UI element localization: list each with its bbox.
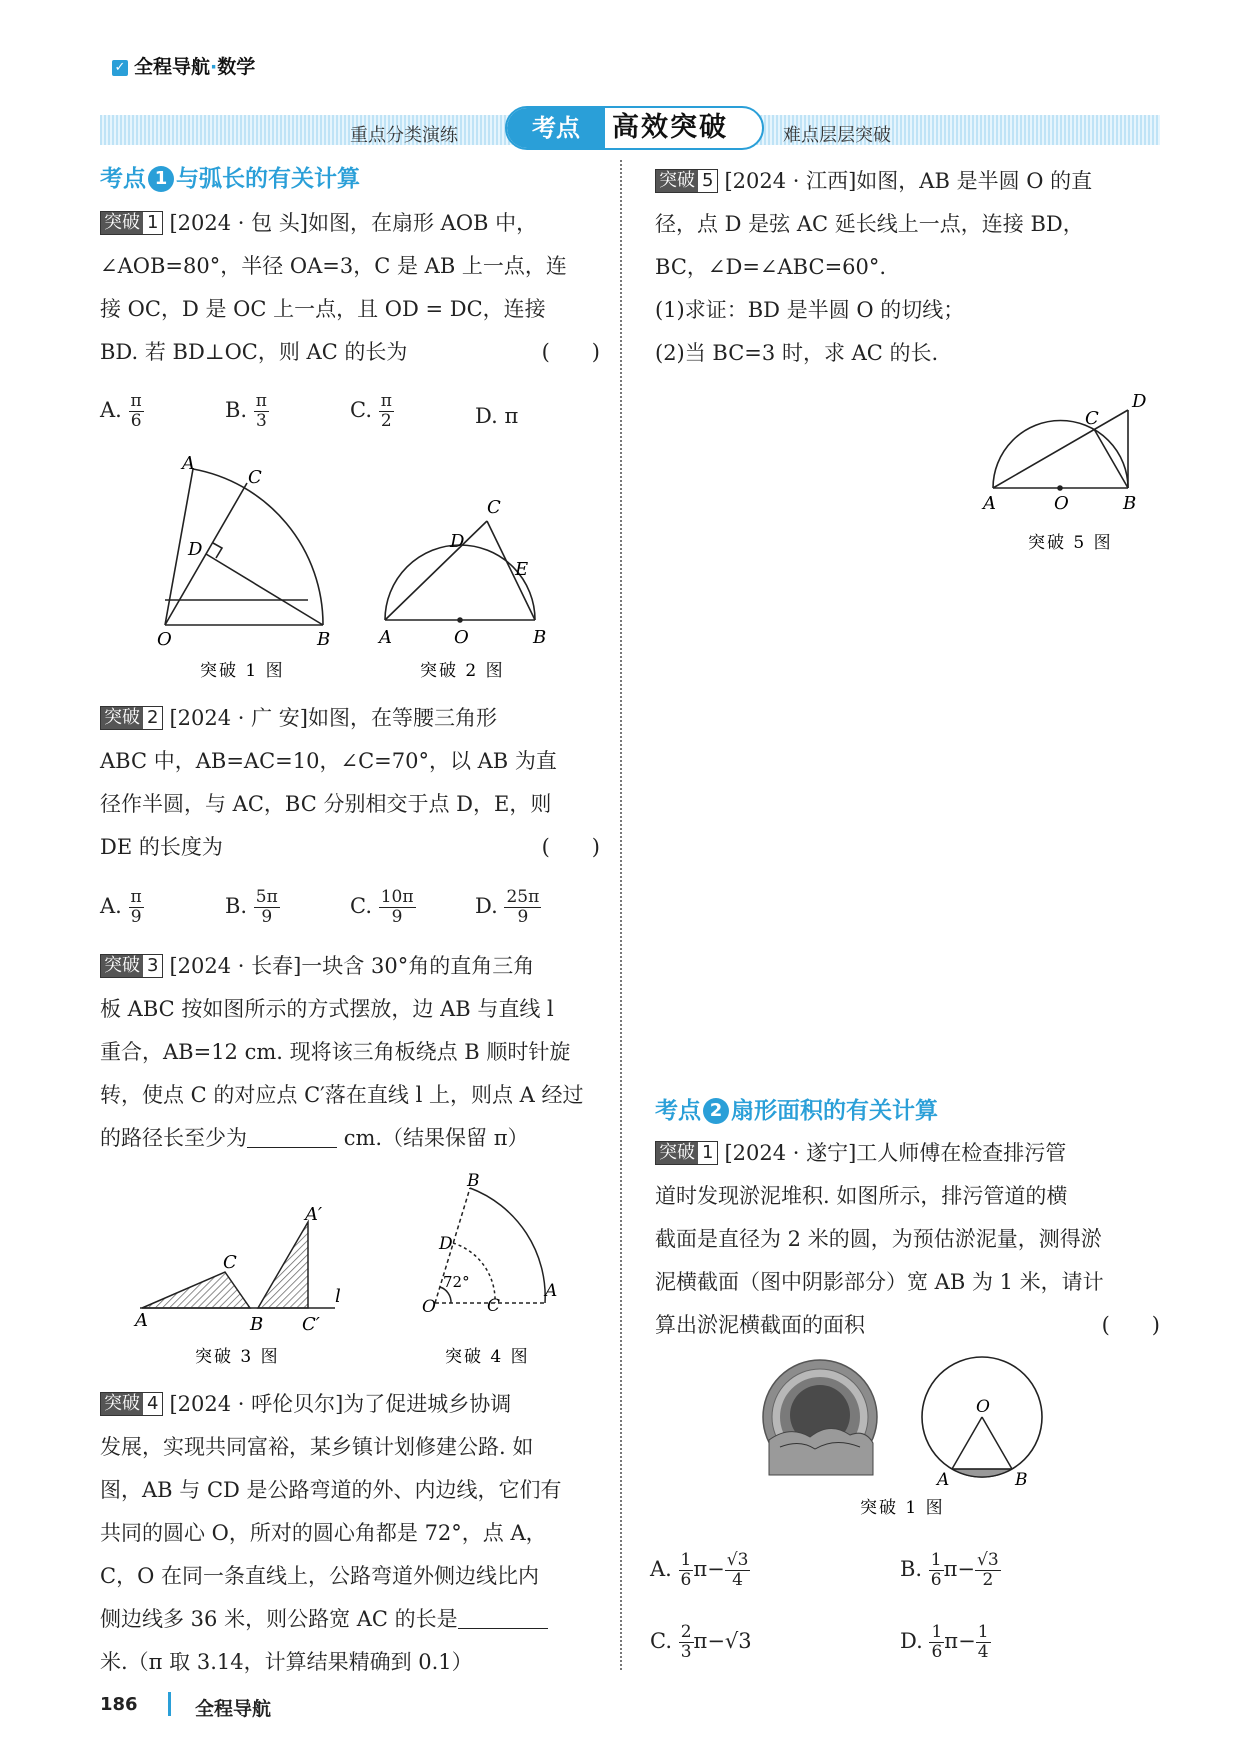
fig1-caption: 突破 1 图 (200, 661, 285, 681)
fig5-bc (1094, 429, 1128, 488)
section-1-prefix: 考点 (100, 166, 146, 192)
banner-right-text: 难点层层突破 (783, 125, 891, 146)
q4-line-7: 米.（π 取 3.14，计算结果精确到 0.1） (100, 1650, 473, 1674)
q5-line-2: 径，点 D 是弦 AC 延长线上一点，连接 BD， (655, 212, 1084, 236)
banner-pill-title: 高效突破 (612, 112, 728, 143)
q1-option-c[interactable]: C. $\frac{\pi}{2}$ (350, 391, 392, 431)
fig3-label-c-prime: C′ (302, 1314, 320, 1335)
column-divider (620, 160, 622, 1670)
page-number: 186 (100, 1694, 138, 1715)
fig1-label-o: O (157, 629, 172, 650)
header-dot: · (210, 56, 218, 78)
question-s2-1 (655, 1132, 1160, 1347)
s2q1-option-c[interactable]: C. $\frac{2}{3}$ π−√3 (650, 1622, 752, 1662)
circle-diagram (922, 1357, 1042, 1477)
q3-answer-blank[interactable] (247, 1127, 337, 1148)
q2-answer-paren: ( ) (541, 835, 600, 859)
q2-line-4: DE 的长度为 ( ) (100, 826, 600, 869)
subject-name: 数学 (217, 56, 256, 78)
s2q1-line-3: 截面是直径为 2 米的圆，为预估淤泥量，测得淤 (655, 1227, 1102, 1251)
question-3 (100, 945, 600, 1160)
fig3-triangle-rotated (258, 1222, 308, 1308)
fig5-label-d: D (1132, 391, 1147, 412)
q2-option-a[interactable]: A. $\frac{\pi}{9}$ (100, 887, 142, 927)
fig2-caption: 突破 2 图 (420, 661, 505, 681)
fig5-label-c: C (1085, 408, 1099, 429)
footer-series-name: 全程导航 (195, 1698, 272, 1720)
fig3-label-l: l (335, 1286, 341, 1307)
fig4-label-b: B (467, 1171, 480, 1191)
section-2-title: 扇形面积的有关计算 (731, 1098, 938, 1124)
q4-line-2: 发展，实现共同富裕，某乡镇计划修建公路. 如 (100, 1435, 534, 1459)
q3-badge: 突破 3 (100, 954, 163, 978)
fig5-label-b: B (1123, 493, 1137, 514)
q4-line-3: 图，AB 与 CD 是公路弯道的外、内边线，它们有 (100, 1478, 562, 1502)
q1-line-2: ∠AOB=80°，半径 OA=3，C 是 AB 上一点，连 (100, 254, 567, 278)
series-name: 全程导航 (134, 56, 211, 78)
section-1-number: 1 (148, 166, 174, 192)
q1-line-1: 突破 1 [2024 · 包 头]如图，在扇形 AOB 中， (100, 202, 600, 245)
fig4-label-o: O (422, 1297, 436, 1317)
section-2-prefix: 考点 (655, 1098, 701, 1124)
q2-option-c[interactable]: C. $\frac{10\pi}{9}$ (350, 887, 414, 927)
q5-line-4: (1)求证：BD 是半圆 O 的切线； (655, 298, 965, 322)
q3-line-4: 转，使点 C 的对应点 C′落在直线 l 上，则点 A 经过 (100, 1083, 584, 1107)
fig1-bd (206, 554, 323, 625)
s2q1-line-1: 突破 1 [2024 · 遂宁]工人师傅在检查排污管 (655, 1132, 1160, 1175)
checkbox-icon: ✓ (112, 60, 128, 76)
question-5 (655, 160, 1160, 375)
q1-line-4: BD. 若 BD⊥OC，则 AC 的长为 ( ) (100, 331, 600, 374)
q2-line-2: ABC 中，AB=AC=10，∠C=70°，以 AB 为直 (100, 749, 557, 773)
fig1-label-c: C (248, 467, 262, 488)
s2fig-caption: 突破 1 图 (860, 1498, 945, 1518)
q1-line-3: 接 OC，D 是 OC 上一点，且 OD = DC，连接 (100, 297, 546, 321)
fig3-triangle-abc (142, 1272, 250, 1308)
fig2-label-a: A (379, 627, 392, 648)
section-2-heading (655, 1092, 938, 1125)
fig2-label-d: D (450, 531, 465, 552)
q1-option-b[interactable]: B. $\frac{\pi}{3}$ (225, 391, 267, 431)
q3-line-3: 重合，AB=12 cm. 现将该三角板绕点 B 顺时针旋 (100, 1040, 571, 1064)
fig3-caption: 突破 3 图 (195, 1347, 280, 1367)
q2-badge: 突破 2 (100, 706, 163, 730)
fig2-center-point (457, 617, 463, 623)
fig4-caption: 突破 4 图 (445, 1347, 530, 1367)
fig2-label-b: B (533, 627, 547, 648)
q2-line-3: 径作半圆，与 AC，BC 分别相交于点 D，E，则 (100, 792, 552, 816)
fig2-label-c: C (487, 497, 501, 518)
s2q1-line-2: 道时发现淤泥堆积. 如图所示，排污管道的横 (655, 1184, 1068, 1208)
fig1-label-a: A (182, 455, 195, 474)
s2q1-option-a[interactable]: A. $\frac{1}{6}$ π− $\frac{√3}{4}$ (650, 1550, 749, 1590)
s2q1-badge: 突破 1 (655, 1141, 718, 1165)
fig3-label-a: A (135, 1310, 148, 1331)
q1-options (100, 392, 600, 431)
section-2-number: 2 (703, 1098, 729, 1124)
q1-answer-paren: ( ) (541, 340, 600, 364)
banner-left-text: 重点分类演练 (350, 125, 458, 146)
q4-line-6: 侧边线多 36 米，则公路宽 AC 的长是 (100, 1598, 600, 1641)
pipe-photo (763, 1360, 877, 1475)
s2q1-line-4: 泥横截面（图中阴影部分）宽 AB 为 1 米，请计 (655, 1270, 1104, 1294)
q5-line-1: 突破 5 [2024 · 江西]如图，AB 是半圆 O 的直 (655, 160, 1160, 203)
fig5-caption: 突破 5 图 (1028, 533, 1113, 553)
s2q1-answer-paren: ( ) (1101, 1313, 1160, 1337)
fig3-label-c: C (223, 1252, 237, 1273)
question-1 (100, 202, 600, 374)
s2fig-label-o: O (976, 1397, 990, 1417)
q2-option-b[interactable]: B. $\frac{5\pi}{9}$ (225, 887, 278, 927)
q4-line-1: 突破 4 [2024 · 呼伦贝尔]为了促进城乡协调 (100, 1383, 600, 1426)
fig5-label-o: O (1054, 493, 1069, 514)
footer-divider (168, 1692, 171, 1716)
fig4-arc-ab (470, 1188, 545, 1303)
q5-badge: 突破 5 (655, 169, 718, 193)
q1-option-d[interactable]: D. π (475, 404, 519, 428)
fig4-angle-label: 72° (443, 1273, 470, 1291)
fig1-label-b: B (317, 629, 331, 650)
fig4-label-a: A (545, 1281, 558, 1301)
s2fig-label-b: B (1015, 1470, 1028, 1490)
section-1-title: 与弧长的有关计算 (176, 166, 360, 192)
s2q1-line-5: 算出淤泥横截面的面积 ( ) (655, 1304, 1160, 1347)
s2q1-option-b[interactable]: B. $\frac{1}{6}$ π− $\frac{√3}{2}$ (900, 1550, 999, 1590)
fig2-ac (385, 521, 487, 620)
fig1-arc-ab (193, 469, 323, 625)
fig1-right-angle (213, 543, 222, 558)
figure-5 (980, 385, 1160, 560)
q2-line-1: 突破 2 [2024 · 广 安]如图，在等腰三角形 (100, 697, 600, 740)
q4-answer-blank[interactable] (458, 1608, 548, 1629)
s2q1-option-d[interactable]: D. $\frac{1}{6}$ π− $\frac{1}{4}$ (900, 1622, 989, 1662)
q2-option-d[interactable]: D. $\frac{25\pi}{9}$ (475, 887, 540, 927)
figure-s2-1 (755, 1355, 1065, 1535)
q5-line-3: BC，∠D=∠ABC=60°. (655, 255, 887, 279)
fig4-label-d: D (439, 1234, 453, 1254)
fig1-label-d: D (188, 539, 203, 560)
question-2 (100, 697, 600, 869)
q3-line-1: 突破 3 [2024 · 长春]一块含 30°角的直角三角 (100, 945, 600, 988)
fig4-label-c: C (487, 1296, 501, 1316)
q4-line-5: C，O 在同一条直线上，公路弯道外侧边线比内 (100, 1564, 539, 1588)
figures-1-2 (130, 455, 600, 690)
fig5-ad (993, 410, 1128, 488)
figures-3-4 (130, 1170, 600, 1380)
q2-options (100, 888, 600, 927)
banner-pill (505, 106, 764, 150)
q3-line-5: 的路径长至少为 cm.（结果保留 π） (100, 1126, 529, 1150)
q1-badge: 突破 1 (100, 211, 163, 235)
fig3-label-b: B (250, 1314, 264, 1335)
fig2-semicircle (385, 545, 535, 620)
q1-option-a[interactable]: A. $\frac{\pi}{6}$ (100, 391, 142, 431)
s2fig-label-a: A (937, 1470, 950, 1490)
fig5-center-point (1057, 485, 1063, 491)
fig2-label-e: E (515, 559, 529, 580)
fig3-label-a-prime: A′ (305, 1204, 323, 1225)
fig2-label-o: O (454, 627, 469, 648)
q3-line-2: 板 ABC 按如图所示的方式摆放，边 AB 与直线 l (100, 997, 554, 1021)
s2q1-options (650, 1551, 1170, 1681)
section-1-heading (100, 160, 360, 193)
fig5-label-a: A (983, 493, 996, 514)
banner-pill-key: 考点 (507, 108, 605, 148)
q5-line-5: (2)当 BC=3 时，求 AC 的长. (655, 341, 939, 365)
q4-badge: 突破 4 (100, 1392, 163, 1416)
q4-line-4: 共同的圆心 O，所对的圆心角都是 72°，点 A， (100, 1521, 547, 1545)
question-4 (100, 1383, 600, 1684)
book-series-header (112, 52, 255, 79)
